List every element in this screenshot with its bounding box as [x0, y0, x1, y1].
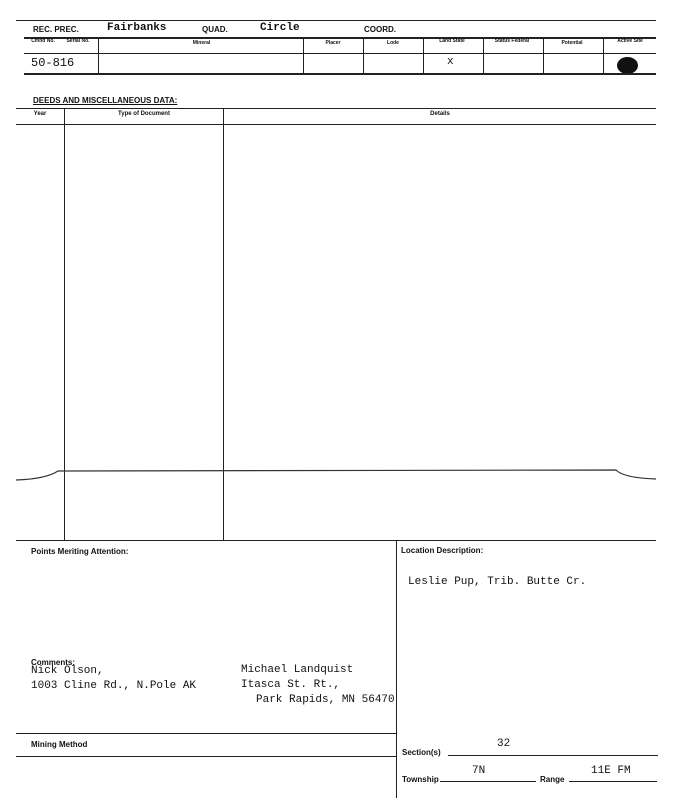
- divider: [483, 37, 484, 73]
- comment-right-line1: Michael Landquist: [241, 664, 354, 676]
- range-label: Range: [540, 775, 565, 784]
- township-label: Township: [402, 775, 439, 784]
- quad-label: QUAD.: [202, 25, 228, 34]
- lower-divider: [396, 540, 397, 798]
- col-serial-no: Serial No.: [66, 38, 90, 44]
- deeds-top-rule: [16, 108, 656, 109]
- divider: [98, 37, 99, 73]
- township-underline: [440, 781, 536, 782]
- range-underline: [569, 781, 657, 782]
- col-placer: Placer: [325, 40, 341, 46]
- col-mineral: Mineral: [192, 40, 211, 46]
- rec-prec-value: Fairbanks: [107, 22, 167, 34]
- points-meriting-attention-label: Points Meriting Attention:: [31, 547, 129, 556]
- row-bottom-rule: [24, 73, 656, 75]
- mining-top-rule: [16, 733, 396, 734]
- col-active-site: Active Site: [617, 38, 643, 44]
- mining-bottom-rule: [16, 756, 396, 757]
- quad-value: Circle: [260, 22, 300, 34]
- rec-prec-label: REC. PREC.: [33, 25, 79, 34]
- location-description-value: Leslie Pup, Trib. Butte Cr.: [408, 576, 587, 588]
- comment-left-line1: Nick Olson,: [31, 665, 104, 677]
- mining-method-label: Mining Method: [31, 740, 88, 749]
- comment-right-line2: Itasca St. Rt.,: [241, 679, 341, 691]
- coord-label: COORD.: [364, 25, 396, 34]
- divider: [543, 37, 544, 73]
- col-land-state: Land State: [439, 38, 465, 44]
- divider: [303, 37, 304, 73]
- col-cmnd-no: Cmnd No.: [31, 38, 55, 44]
- col-details: Details: [430, 111, 450, 117]
- land-state-mark: x: [447, 56, 454, 68]
- section-label: Section(s): [402, 748, 441, 757]
- township-value: 7N: [472, 765, 486, 777]
- col-year: Year: [33, 111, 47, 117]
- header-rule: [24, 37, 656, 39]
- active-site-filled-mark: [617, 57, 638, 74]
- comments-label: Comments:: [31, 658, 76, 667]
- location-description-label: Location Description:: [401, 546, 484, 555]
- page-fold-line: [16, 465, 656, 485]
- section-value: 32: [497, 738, 511, 750]
- header-bottom-rule: [24, 53, 656, 54]
- comment-right-line3: Park Rapids, MN 56470: [256, 694, 395, 706]
- divider: [363, 37, 364, 73]
- col-lode: Lode: [387, 40, 399, 46]
- deeds-title: DEEDS AND MISCELLANEOUS DATA:: [33, 96, 178, 105]
- divider: [603, 37, 604, 73]
- col-type-of-document: Type of Document: [118, 111, 170, 117]
- top-rule: [16, 20, 656, 21]
- deeds-bottom-rule: [16, 540, 656, 541]
- col-status-federal: Status Federal: [494, 38, 530, 44]
- cmnd-no-value: 50-816: [31, 56, 75, 70]
- comment-left-line2: 1003 Cline Rd., N.Pole AK: [31, 680, 197, 692]
- deeds-header-rule: [16, 124, 656, 125]
- col-potential: Potential: [561, 40, 583, 46]
- range-value: 11E FM: [591, 765, 631, 777]
- divider: [423, 37, 424, 73]
- section-underline: [448, 755, 658, 756]
